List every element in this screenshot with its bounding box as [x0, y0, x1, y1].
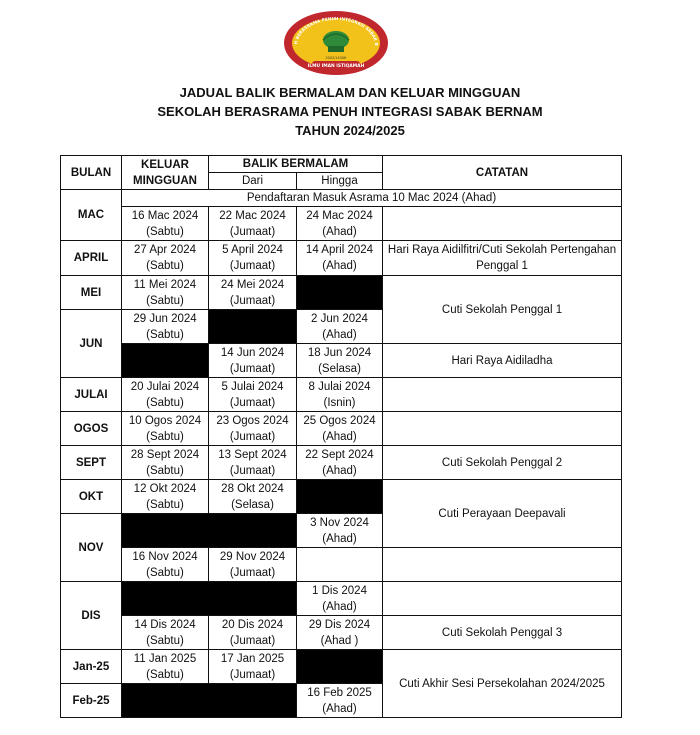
- month-ogos: OGOS: [61, 412, 122, 446]
- catatan-cell: [383, 412, 622, 446]
- keluar-cell: 16 Mac 2024 (Sabtu): [122, 207, 209, 241]
- keluar-cell: 11 Jan 2025 (Sabtu): [122, 650, 209, 684]
- table-row: [61, 190, 622, 207]
- blocked-cell: [122, 344, 209, 378]
- keluar-cell: 16 Nov 2024 (Sabtu): [122, 548, 209, 582]
- table-row: [61, 446, 622, 480]
- school-logo: [283, 10, 389, 76]
- svg-text:SEKOLAH BERASRAMA PENUH INTEGR: H BERASRAMA PENUH INTEGRASI SABAK B: [293, 15, 380, 47]
- keluar-cell: 20 Julai 2024 (Sabtu): [122, 378, 209, 412]
- header-dari: Dari: [209, 173, 297, 190]
- dari-cell: 17 Jan 2025 (Jumaat): [209, 650, 297, 684]
- title-line-3: TAHUN 2024/2025: [295, 123, 405, 138]
- table-row: [61, 207, 622, 241]
- month-jun: JUN: [61, 310, 122, 378]
- hingga-cell: 18 Jun 2024 (Selasa): [297, 344, 383, 378]
- keluar-cell: 29 Jun 2024 (Sabtu): [122, 310, 209, 344]
- hingga-cell: 1 Dis 2024 (Ahad): [297, 582, 383, 616]
- month-dis: DIS: [61, 582, 122, 650]
- catatan-cell: [383, 582, 622, 616]
- hingga-cell: [297, 548, 383, 582]
- dari-cell: 29 Nov 2024 (Jumaat): [209, 548, 297, 582]
- keluar-cell: 11 Mei 2024 (Sabtu): [122, 276, 209, 310]
- title-line-2: SEKOLAH BERASRAMA PENUH INTEGRASI SABAK BERNAM: [157, 104, 543, 119]
- catatan-cell: Cuti Akhir Sesi Persekolahan 2024/2025: [383, 650, 622, 718]
- pendaftaran-note: Pendaftaran Masuk Asrama 10 Mac 2024 (Ahad): [122, 190, 622, 207]
- month-mac: MAC: [61, 190, 122, 241]
- month-sept: SEPT: [61, 446, 122, 480]
- keluar-cell: 12 Okt 2024 (Sabtu): [122, 480, 209, 514]
- hingga-cell: 3 Nov 2024 (Ahad): [297, 514, 383, 548]
- blocked-cell: [297, 650, 383, 684]
- dari-cell: 14 Jun 2024 (Jumaat): [209, 344, 297, 378]
- header-keluar: KELUAR MINGGUAN: [122, 156, 209, 190]
- dari-cell: 22 Mac 2024 (Jumaat): [209, 207, 297, 241]
- title-line-1: JADUAL BALIK BERMALAM DAN KELUAR MINGGUAN: [179, 85, 521, 100]
- month-jan-25: Jan-25: [61, 650, 122, 684]
- month-feb-25: Feb-25: [61, 684, 122, 718]
- month-julai: JULAI: [61, 378, 122, 412]
- header-catatan: CATATAN: [383, 156, 622, 190]
- keluar-cell: 10 Ogos 2024 (Sabtu): [122, 412, 209, 446]
- svg-text:ILMU IMAN ISTIQAMAH: ILMU IMAN ISTIQAMAH: [307, 64, 365, 69]
- hingga-cell: 22 Sept 2024 (Ahad): [297, 446, 383, 480]
- catatan-cell: Cuti Perayaan Deepavali: [383, 480, 622, 548]
- dari-cell: 28 Okt 2024 (Selasa): [209, 480, 297, 514]
- catatan-cell: Cuti Sekolah Penggal 2: [383, 446, 622, 480]
- header-bulan: BULAN: [61, 156, 122, 190]
- hingga-cell: 16 Feb 2025 (Ahad): [297, 684, 383, 718]
- blocked-cell: [209, 310, 297, 344]
- hingga-cell: 29 Dis 2024 (Ahad ): [297, 616, 383, 650]
- header-hingga: Hingga: [297, 173, 383, 190]
- blocked-cell: [122, 684, 297, 718]
- catatan-cell: [383, 207, 622, 241]
- hingga-cell: 24 Mac 2024 (Ahad): [297, 207, 383, 241]
- dari-cell: 24 Mei 2024 (Jumaat): [209, 276, 297, 310]
- keluar-cell: 14 Dis 2024 (Sabtu): [122, 616, 209, 650]
- dari-cell: 20 Dis 2024 (Jumaat): [209, 616, 297, 650]
- document-title: [0, 83, 700, 140]
- table-row: [61, 412, 622, 446]
- table-row: [61, 548, 622, 582]
- table-row: [61, 241, 622, 276]
- hingga-cell: 8 Julai 2024 (Isnin): [297, 378, 383, 412]
- month-okt: OKT: [61, 480, 122, 514]
- blocked-cell: [297, 480, 383, 514]
- month-mei: MEI: [61, 276, 122, 310]
- table-row: [61, 276, 622, 310]
- svg-text:2002/1430H: 2002/1430H: [325, 56, 347, 60]
- catatan-cell: Hari Raya Aidilfitri/Cuti Sekolah Pertengahan Penggal 1: [383, 241, 622, 276]
- table-row: [61, 480, 622, 514]
- hingga-cell: 14 April 2024 (Ahad): [297, 241, 383, 276]
- dari-cell: 5 Julai 2024 (Jumaat): [209, 378, 297, 412]
- catatan-cell: [383, 548, 622, 582]
- catatan-cell: [383, 378, 622, 412]
- month-nov: NOV: [61, 514, 122, 582]
- dari-cell: 5 April 2024 (Jumaat): [209, 241, 297, 276]
- hingga-cell: 2 Jun 2024 (Ahad): [297, 310, 383, 344]
- blocked-cell: [297, 276, 383, 310]
- schedule-table: [60, 155, 622, 718]
- month-april: APRIL: [61, 241, 122, 276]
- hingga-cell: 25 Ogos 2024 (Ahad): [297, 412, 383, 446]
- blocked-cell: [122, 582, 297, 616]
- table-row: [61, 650, 622, 684]
- table-row: [61, 582, 622, 616]
- keluar-cell: 27 Apr 2024 (Sabtu): [122, 241, 209, 276]
- header-balik: BALIK BERMALAM: [209, 156, 383, 173]
- table-row: [61, 378, 622, 412]
- catatan-cell: Cuti Sekolah Penggal 3: [383, 616, 622, 650]
- keluar-cell: 28 Sept 2024 (Sabtu): [122, 446, 209, 480]
- catatan-cell: Cuti Sekolah Penggal 1: [383, 276, 622, 344]
- table-row: [61, 616, 622, 650]
- table-row: [61, 344, 622, 378]
- blocked-cell: [122, 514, 297, 548]
- dari-cell: 23 Ogos 2024 (Jumaat): [209, 412, 297, 446]
- dari-cell: 13 Sept 2024 (Jumaat): [209, 446, 297, 480]
- catatan-cell: Hari Raya Aidiladha: [383, 344, 622, 378]
- header-row: [61, 156, 622, 173]
